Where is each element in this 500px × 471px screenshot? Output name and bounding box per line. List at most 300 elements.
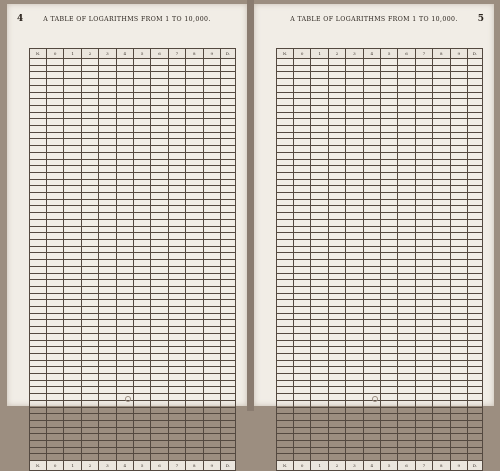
table-cell <box>220 105 235 112</box>
table-row <box>277 447 483 454</box>
table-cell <box>116 166 133 173</box>
table-cell <box>311 333 328 340</box>
table-cell <box>415 72 432 79</box>
column-header: 5 <box>133 49 150 59</box>
table-cell <box>99 353 116 360</box>
table-cell <box>168 79 185 86</box>
table-cell <box>311 159 328 166</box>
table-cell <box>311 407 328 414</box>
table-cell <box>346 273 363 280</box>
table-cell <box>450 394 467 401</box>
table-row <box>30 367 236 374</box>
table-cell <box>168 313 185 320</box>
table-row <box>277 233 483 240</box>
table-cell <box>328 434 345 441</box>
table-row <box>30 307 236 314</box>
table-cell <box>450 92 467 99</box>
table-cell <box>467 253 482 260</box>
table-cell <box>133 380 150 387</box>
table-cell <box>99 420 116 427</box>
table-cell <box>467 246 482 253</box>
table-cell <box>311 327 328 334</box>
table-row <box>277 199 483 206</box>
table-cell <box>311 360 328 367</box>
table-cell <box>277 266 294 273</box>
table-cell <box>450 112 467 119</box>
table-cell <box>116 239 133 246</box>
table-cell <box>203 347 220 354</box>
table-cell <box>277 72 294 79</box>
table-cell <box>415 441 432 448</box>
table-cell <box>203 213 220 220</box>
book-gutter <box>247 0 254 411</box>
column-header: 5 <box>380 49 397 59</box>
table-cell <box>64 79 81 86</box>
table-cell <box>116 280 133 287</box>
table-cell <box>415 407 432 414</box>
table-cell <box>168 333 185 340</box>
table-cell <box>168 119 185 126</box>
table-cell <box>133 166 150 173</box>
table-cell <box>294 360 311 367</box>
table-cell <box>203 72 220 79</box>
table-row <box>277 253 483 260</box>
table-cell <box>450 186 467 193</box>
table-cell <box>398 414 415 421</box>
table-cell <box>186 139 203 146</box>
table-cell <box>99 327 116 334</box>
table-cell <box>363 340 380 347</box>
table-cell <box>467 427 482 434</box>
table-cell <box>450 414 467 421</box>
table-cell <box>116 367 133 374</box>
table-cell <box>133 387 150 394</box>
table-cell <box>133 327 150 334</box>
table-cell <box>99 394 116 401</box>
table-cell <box>220 246 235 253</box>
table-cell <box>81 179 98 186</box>
table-cell <box>133 407 150 414</box>
table-cell <box>168 427 185 434</box>
table-cell <box>203 126 220 133</box>
table-cell <box>311 186 328 193</box>
table-cell <box>64 92 81 99</box>
table-cell <box>398 307 415 314</box>
table-cell <box>116 105 133 112</box>
table-cell <box>346 105 363 112</box>
table-cell <box>168 434 185 441</box>
table-cell <box>151 280 168 287</box>
table-cell <box>328 387 345 394</box>
table-cell <box>328 172 345 179</box>
table-cell <box>133 253 150 260</box>
table-cell <box>380 126 397 133</box>
table-cell <box>363 179 380 186</box>
table-cell <box>116 99 133 106</box>
table-cell <box>220 434 235 441</box>
table-cell <box>186 226 203 233</box>
table-row <box>30 172 236 179</box>
table-cell <box>433 347 450 354</box>
table-cell <box>346 327 363 334</box>
table-cell <box>328 454 345 461</box>
table-cell <box>380 226 397 233</box>
table-cell <box>346 79 363 86</box>
table-cell <box>203 360 220 367</box>
table-cell <box>328 273 345 280</box>
table-cell <box>168 347 185 354</box>
table-cell <box>363 199 380 206</box>
table-cell <box>415 159 432 166</box>
table-cell <box>450 374 467 381</box>
table-cell <box>450 313 467 320</box>
table-cell <box>186 112 203 119</box>
table-cell <box>328 280 345 287</box>
table-cell <box>415 286 432 293</box>
table-cell <box>220 152 235 159</box>
table-row <box>30 166 236 173</box>
table-cell <box>277 59 294 66</box>
column-header: 4 <box>116 461 133 471</box>
table-cell <box>151 85 168 92</box>
table-cell <box>328 427 345 434</box>
table-cell <box>168 132 185 139</box>
table-cell <box>186 273 203 280</box>
table-cell <box>294 226 311 233</box>
table-cell <box>346 353 363 360</box>
table-cell <box>220 119 235 126</box>
table-cell <box>168 454 185 461</box>
table-cell <box>151 166 168 173</box>
table-cell <box>64 374 81 381</box>
table-cell <box>363 434 380 441</box>
table-cell <box>415 380 432 387</box>
table-cell <box>380 213 397 220</box>
table-cell <box>311 300 328 307</box>
table-footer-row <box>277 461 483 471</box>
table-cell <box>30 132 47 139</box>
table-cell <box>311 233 328 240</box>
column-header: 3 <box>346 461 363 471</box>
table-row <box>30 454 236 461</box>
table-cell <box>450 226 467 233</box>
table-cell <box>467 152 482 159</box>
table-cell <box>433 233 450 240</box>
table-cell <box>203 65 220 72</box>
table-cell <box>311 387 328 394</box>
table-cell <box>133 260 150 267</box>
table-cell <box>99 172 116 179</box>
table-cell <box>186 193 203 200</box>
table-row <box>30 79 236 86</box>
table-cell <box>311 219 328 226</box>
table-cell <box>346 179 363 186</box>
table-cell <box>64 139 81 146</box>
table-cell <box>99 260 116 267</box>
table-cell <box>99 152 116 159</box>
table-cell <box>30 380 47 387</box>
table-cell <box>433 72 450 79</box>
table-cell <box>277 186 294 193</box>
table-cell <box>151 119 168 126</box>
table-cell <box>467 300 482 307</box>
table-cell <box>346 65 363 72</box>
table-cell <box>30 353 47 360</box>
table-cell <box>186 347 203 354</box>
table-cell <box>398 99 415 106</box>
table-cell <box>64 239 81 246</box>
table-row <box>277 206 483 213</box>
table-cell <box>380 394 397 401</box>
table-cell <box>203 193 220 200</box>
table-cell <box>168 152 185 159</box>
table-cell <box>450 387 467 394</box>
table-cell <box>415 273 432 280</box>
table-cell <box>81 374 98 381</box>
table-cell <box>415 152 432 159</box>
column-header: 2 <box>81 49 98 59</box>
table-row <box>30 353 236 360</box>
table-cell <box>415 119 432 126</box>
table-cell <box>450 72 467 79</box>
table-cell <box>311 65 328 72</box>
table-cell <box>433 340 450 347</box>
column-header: 4 <box>363 461 380 471</box>
column-header: 6 <box>151 461 168 471</box>
table-cell <box>467 85 482 92</box>
table-cell <box>64 186 81 193</box>
table-cell <box>64 447 81 454</box>
table-cell <box>380 79 397 86</box>
table-cell <box>47 280 64 287</box>
table-cell <box>398 266 415 273</box>
table-cell <box>220 233 235 240</box>
table-cell <box>151 126 168 133</box>
table-row <box>277 333 483 340</box>
table-cell <box>133 340 150 347</box>
table-cell <box>81 105 98 112</box>
table-cell <box>116 374 133 381</box>
table-cell <box>81 253 98 260</box>
table-cell <box>294 447 311 454</box>
table-cell <box>47 374 64 381</box>
table-cell <box>116 79 133 86</box>
table-cell <box>186 300 203 307</box>
table-cell <box>203 353 220 360</box>
table-cell <box>151 307 168 314</box>
table-cell <box>203 119 220 126</box>
table-cell <box>30 219 47 226</box>
table-cell <box>328 239 345 246</box>
table-row <box>30 300 236 307</box>
table-cell <box>363 159 380 166</box>
table-cell <box>64 360 81 367</box>
table-cell <box>380 273 397 280</box>
table-cell <box>363 387 380 394</box>
table-cell <box>151 420 168 427</box>
table-row <box>30 59 236 66</box>
table-cell <box>151 387 168 394</box>
table-cell <box>151 427 168 434</box>
table-cell <box>64 172 81 179</box>
table-cell <box>415 454 432 461</box>
table-cell <box>133 186 150 193</box>
table-cell <box>151 253 168 260</box>
running-head: A TABLE OF LOGARITHMS FROM 1 TO 10,000. <box>290 16 458 23</box>
table-cell <box>450 85 467 92</box>
table-cell <box>346 441 363 448</box>
table-cell <box>380 260 397 267</box>
table-row <box>277 347 483 354</box>
table-cell <box>30 226 47 233</box>
table-cell <box>415 313 432 320</box>
table-cell <box>116 414 133 421</box>
table-cell <box>47 434 64 441</box>
table-cell <box>220 441 235 448</box>
table-cell <box>398 233 415 240</box>
table-cell <box>450 407 467 414</box>
table-cell <box>220 85 235 92</box>
table-cell <box>346 307 363 314</box>
table-cell <box>294 206 311 213</box>
table-cell <box>433 59 450 66</box>
column-header: 2 <box>328 49 345 59</box>
table-cell <box>398 186 415 193</box>
table-cell <box>277 280 294 287</box>
column-header: 1 <box>64 461 81 471</box>
table-cell <box>220 132 235 139</box>
table-cell <box>415 367 432 374</box>
table-cell <box>186 266 203 273</box>
table-cell <box>380 246 397 253</box>
table-cell <box>398 159 415 166</box>
table-cell <box>433 273 450 280</box>
table-cell <box>380 59 397 66</box>
table-cell <box>64 387 81 394</box>
table-cell <box>363 333 380 340</box>
table-cell <box>277 79 294 86</box>
table-cell <box>294 286 311 293</box>
column-header: 5 <box>133 461 150 471</box>
table-cell <box>220 72 235 79</box>
table-cell <box>64 454 81 461</box>
table-cell <box>277 253 294 260</box>
table-cell <box>363 146 380 153</box>
table-cell <box>47 233 64 240</box>
table-cell <box>433 85 450 92</box>
table-cell <box>433 367 450 374</box>
table-cell <box>433 186 450 193</box>
table-cell <box>311 280 328 287</box>
table-cell <box>133 374 150 381</box>
table-cell <box>203 166 220 173</box>
table-cell <box>30 213 47 220</box>
table-cell <box>398 72 415 79</box>
table-cell <box>450 454 467 461</box>
table-cell <box>328 374 345 381</box>
table-cell <box>151 132 168 139</box>
table-cell <box>151 327 168 334</box>
table-cell <box>311 293 328 300</box>
table-cell <box>363 213 380 220</box>
table-cell <box>203 105 220 112</box>
table-cell <box>415 85 432 92</box>
table-cell <box>380 65 397 72</box>
table-cell <box>30 273 47 280</box>
table-cell <box>450 159 467 166</box>
table-cell <box>380 293 397 300</box>
table-cell <box>398 92 415 99</box>
table-row <box>30 286 236 293</box>
table-cell <box>380 186 397 193</box>
table-cell <box>64 293 81 300</box>
table-cell <box>99 119 116 126</box>
table-cell <box>311 260 328 267</box>
table-cell <box>346 233 363 240</box>
table-cell <box>168 327 185 334</box>
table-cell <box>346 427 363 434</box>
table-cell <box>328 112 345 119</box>
table-cell <box>277 159 294 166</box>
table-cell <box>99 333 116 340</box>
table-cell <box>346 360 363 367</box>
table-cell <box>220 126 235 133</box>
table-cell <box>328 85 345 92</box>
table-cell <box>220 139 235 146</box>
table-cell <box>203 394 220 401</box>
table-cell <box>433 79 450 86</box>
table-cell <box>277 434 294 441</box>
table-cell <box>294 407 311 414</box>
table-cell <box>99 441 116 448</box>
table-cell <box>398 420 415 427</box>
table-cell <box>415 260 432 267</box>
table-cell <box>116 85 133 92</box>
table-row <box>30 266 236 273</box>
table-cell <box>203 206 220 213</box>
table-cell <box>398 353 415 360</box>
table-cell <box>47 92 64 99</box>
table-cell <box>380 280 397 287</box>
table-cell <box>398 166 415 173</box>
table-cell <box>30 139 47 146</box>
table-cell <box>151 441 168 448</box>
table-cell <box>47 447 64 454</box>
table-cell <box>433 105 450 112</box>
table-cell <box>99 213 116 220</box>
table-cell <box>311 313 328 320</box>
table-cell <box>47 159 64 166</box>
table-cell <box>363 172 380 179</box>
table-cell <box>186 434 203 441</box>
table-row <box>277 99 483 106</box>
table-cell <box>220 320 235 327</box>
table-row <box>277 427 483 434</box>
table-cell <box>415 414 432 421</box>
table-cell <box>64 166 81 173</box>
table-cell <box>186 146 203 153</box>
table-cell <box>133 414 150 421</box>
table-cell <box>467 186 482 193</box>
table-cell <box>363 280 380 287</box>
table-cell <box>398 313 415 320</box>
table-cell <box>277 441 294 448</box>
table-cell <box>380 327 397 334</box>
table-cell <box>186 65 203 72</box>
table-cell <box>64 313 81 320</box>
table-cell <box>81 340 98 347</box>
page-number: 4 <box>17 14 24 24</box>
